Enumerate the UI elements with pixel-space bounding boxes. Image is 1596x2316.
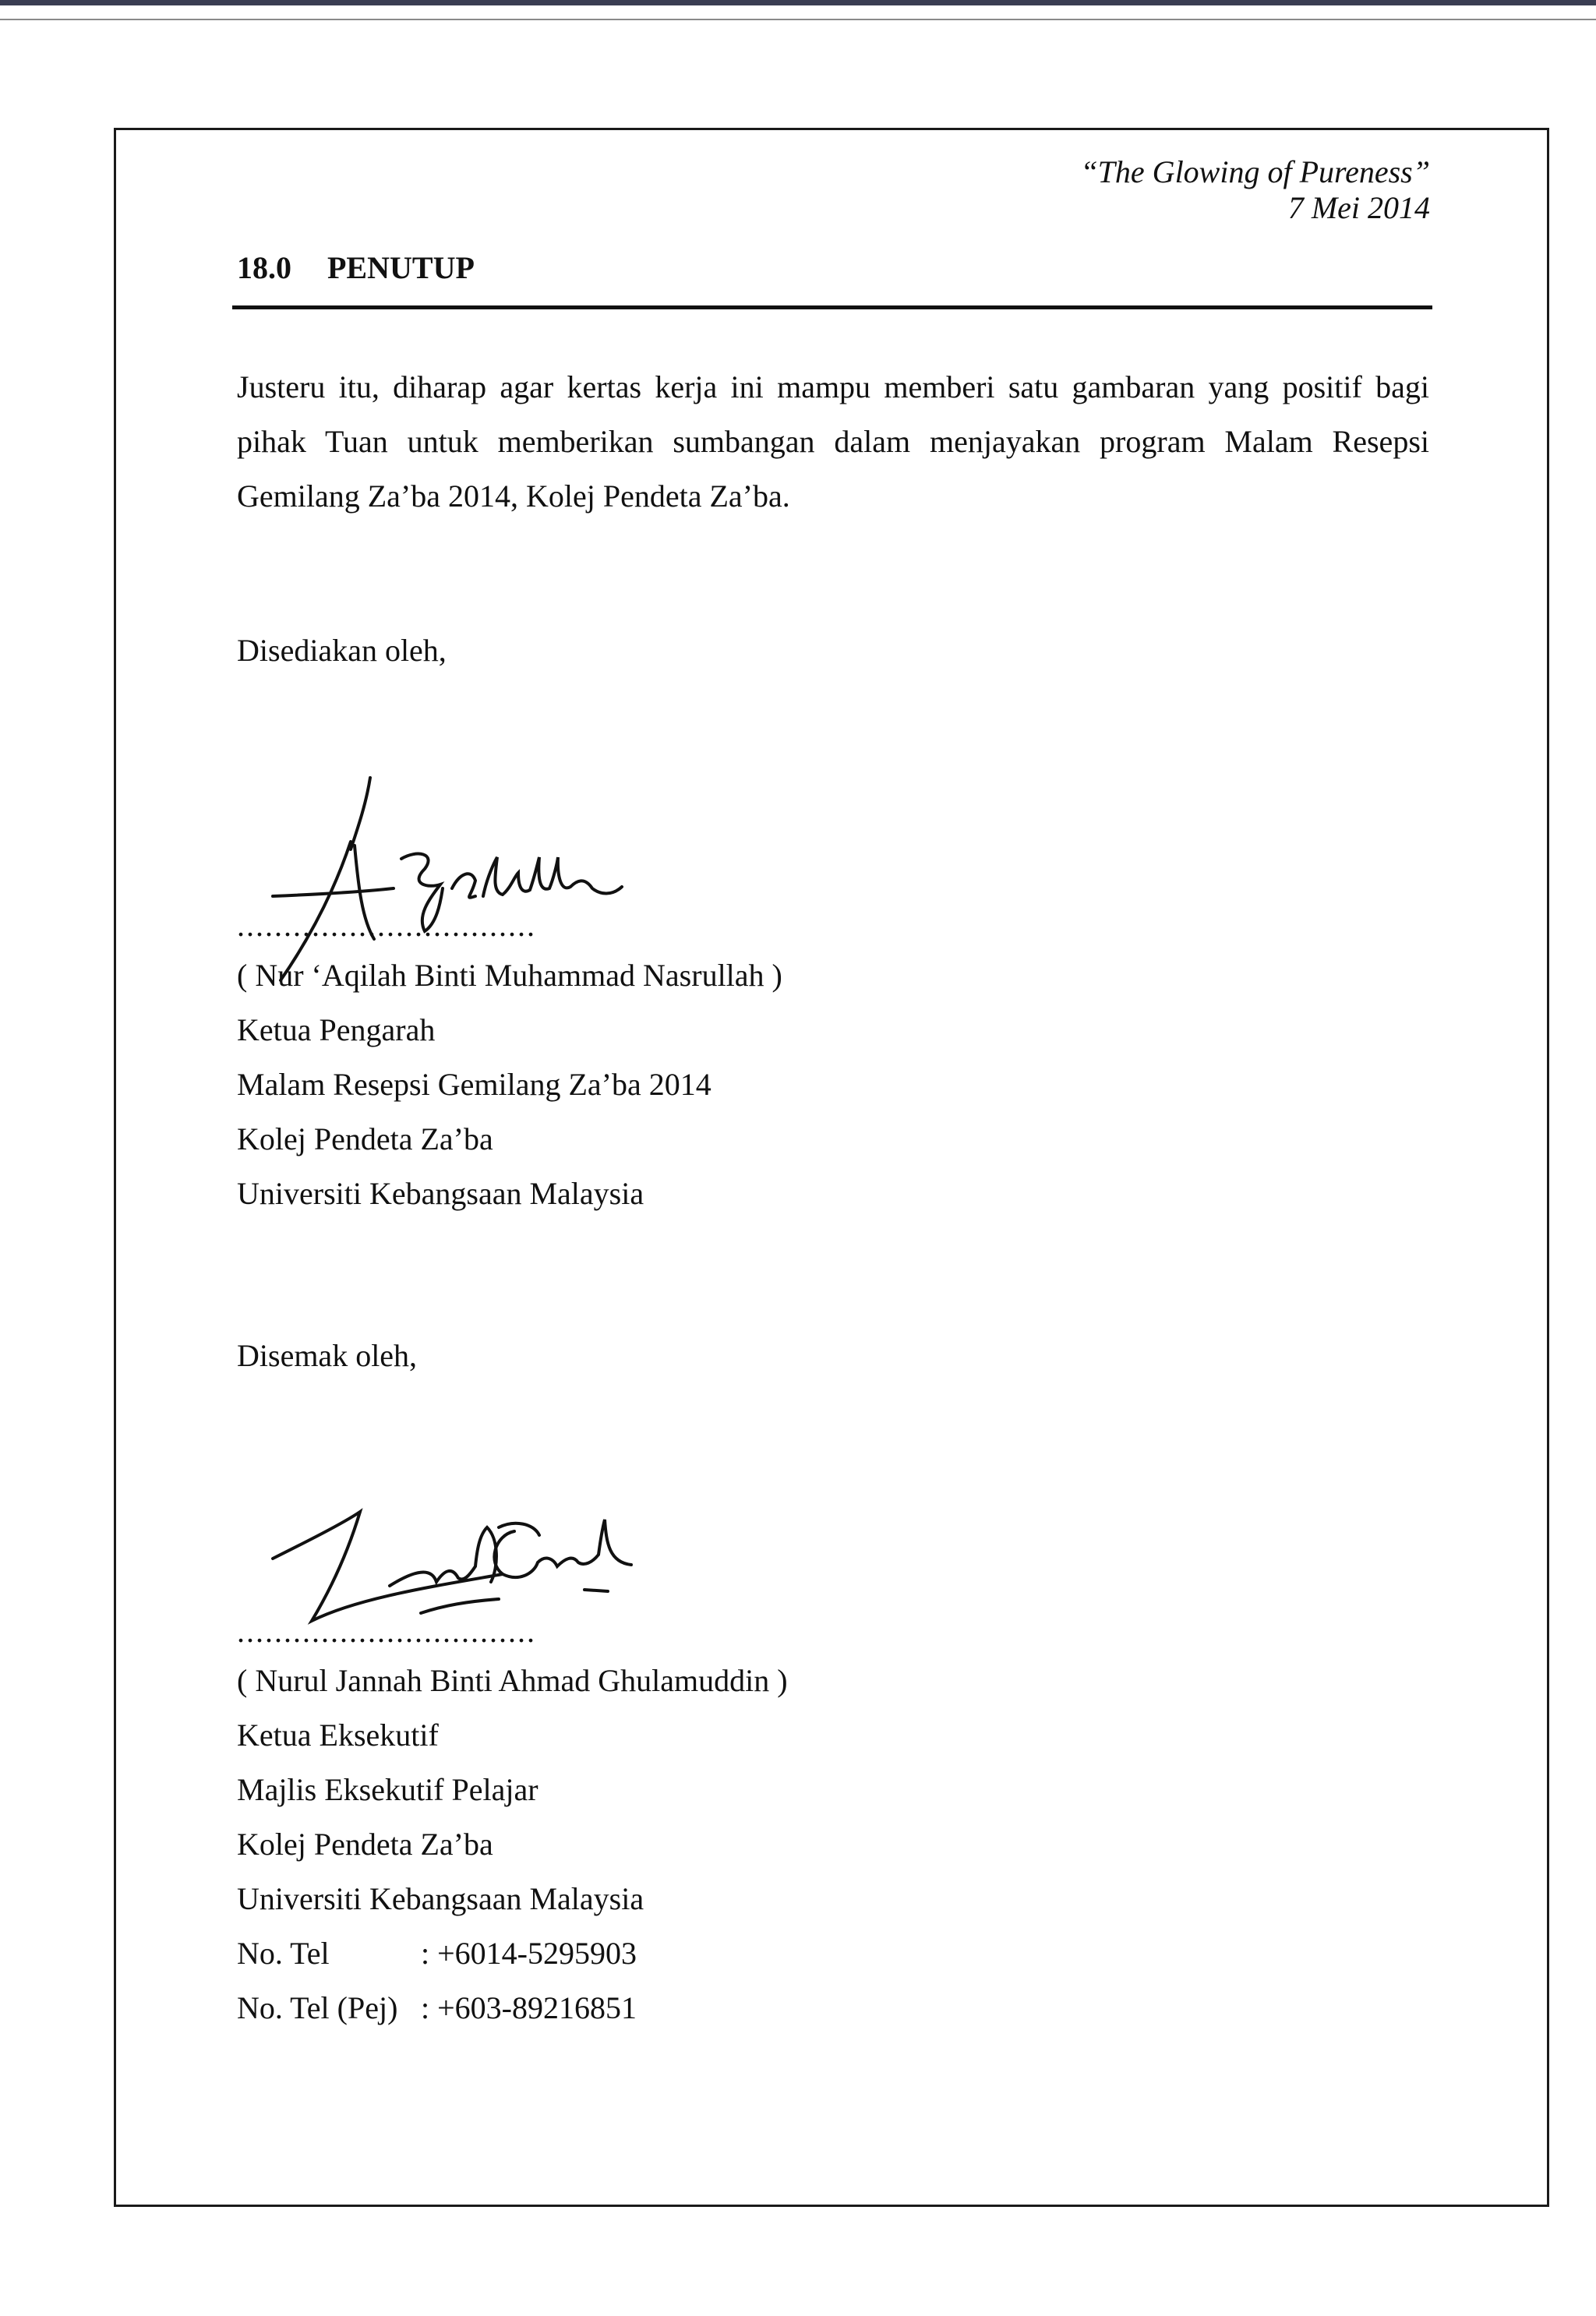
contact-label: No. Tel (Pej) bbox=[237, 1990, 398, 2025]
contact-row-tel-office bbox=[237, 1981, 788, 2035]
signature-line-prepared: ................................ bbox=[237, 908, 536, 943]
prepared-by-name: ( Nur ‘Aqilah Binti Muhammad Nasrullah ) bbox=[237, 958, 782, 993]
closing-paragraph: Justeru itu, diharap agar kertas kerja ini mampu memberi satu gambaran yang positif bagi pihak Tuan untuk memberikan sumbangan dalam menjayakan program Malam Resepsi Gemilang Za’ba 2014, Kolej Pendeta Za’ba. bbox=[237, 369, 1429, 514]
contact-label: No. Tel bbox=[237, 1936, 330, 1971]
prepared-by-label: Disediakan oleh, bbox=[237, 633, 447, 668]
reviewed-by-college: Kolej Pendeta Za’ba bbox=[237, 1827, 493, 1862]
reviewed-by-position: Ketua Eksekutif bbox=[237, 1718, 439, 1753]
reviewed-by-details bbox=[237, 1654, 788, 2035]
reviewed-by-name: ( Nurul Jannah Binti Ahmad Ghulamuddin ) bbox=[237, 1663, 788, 1698]
signature-line-reviewed: ................................ bbox=[237, 1614, 536, 1649]
section-number: 18.0 bbox=[237, 250, 291, 285]
prepared-by-position: Ketua Pengarah bbox=[237, 1012, 436, 1047]
prepared-by-event: Malam Resepsi Gemilang Za’ba 2014 bbox=[237, 1067, 711, 1102]
prepared-by-college: Kolej Pendeta Za’ba bbox=[237, 1121, 493, 1156]
contact-row-tel bbox=[237, 1926, 788, 1981]
scan-top-edge bbox=[0, 0, 1596, 5]
section-heading bbox=[237, 249, 475, 287]
reviewed-by-label: Disemak oleh, bbox=[237, 1338, 418, 1373]
header-date: 7 Mei 2014 bbox=[1287, 190, 1430, 225]
reviewed-by-university: Universiti Kebangsaan Malaysia bbox=[237, 1881, 644, 1916]
prepared-by-university: Universiti Kebangsaan Malaysia bbox=[237, 1176, 644, 1211]
header-motto: “The Glowing of Pureness” bbox=[1080, 154, 1430, 189]
scan-top-line bbox=[0, 19, 1596, 20]
prepared-by-details bbox=[237, 948, 782, 1221]
reviewed-by-council: Majlis Eksekutif Pelajar bbox=[237, 1772, 538, 1807]
contact-value: : +6014-5295903 bbox=[421, 1936, 637, 1971]
contact-value: : +603-89216851 bbox=[421, 1990, 637, 2025]
section-title: PENUTUP bbox=[327, 250, 475, 285]
header-motto-block bbox=[1080, 154, 1430, 226]
heading-rule bbox=[232, 305, 1432, 309]
